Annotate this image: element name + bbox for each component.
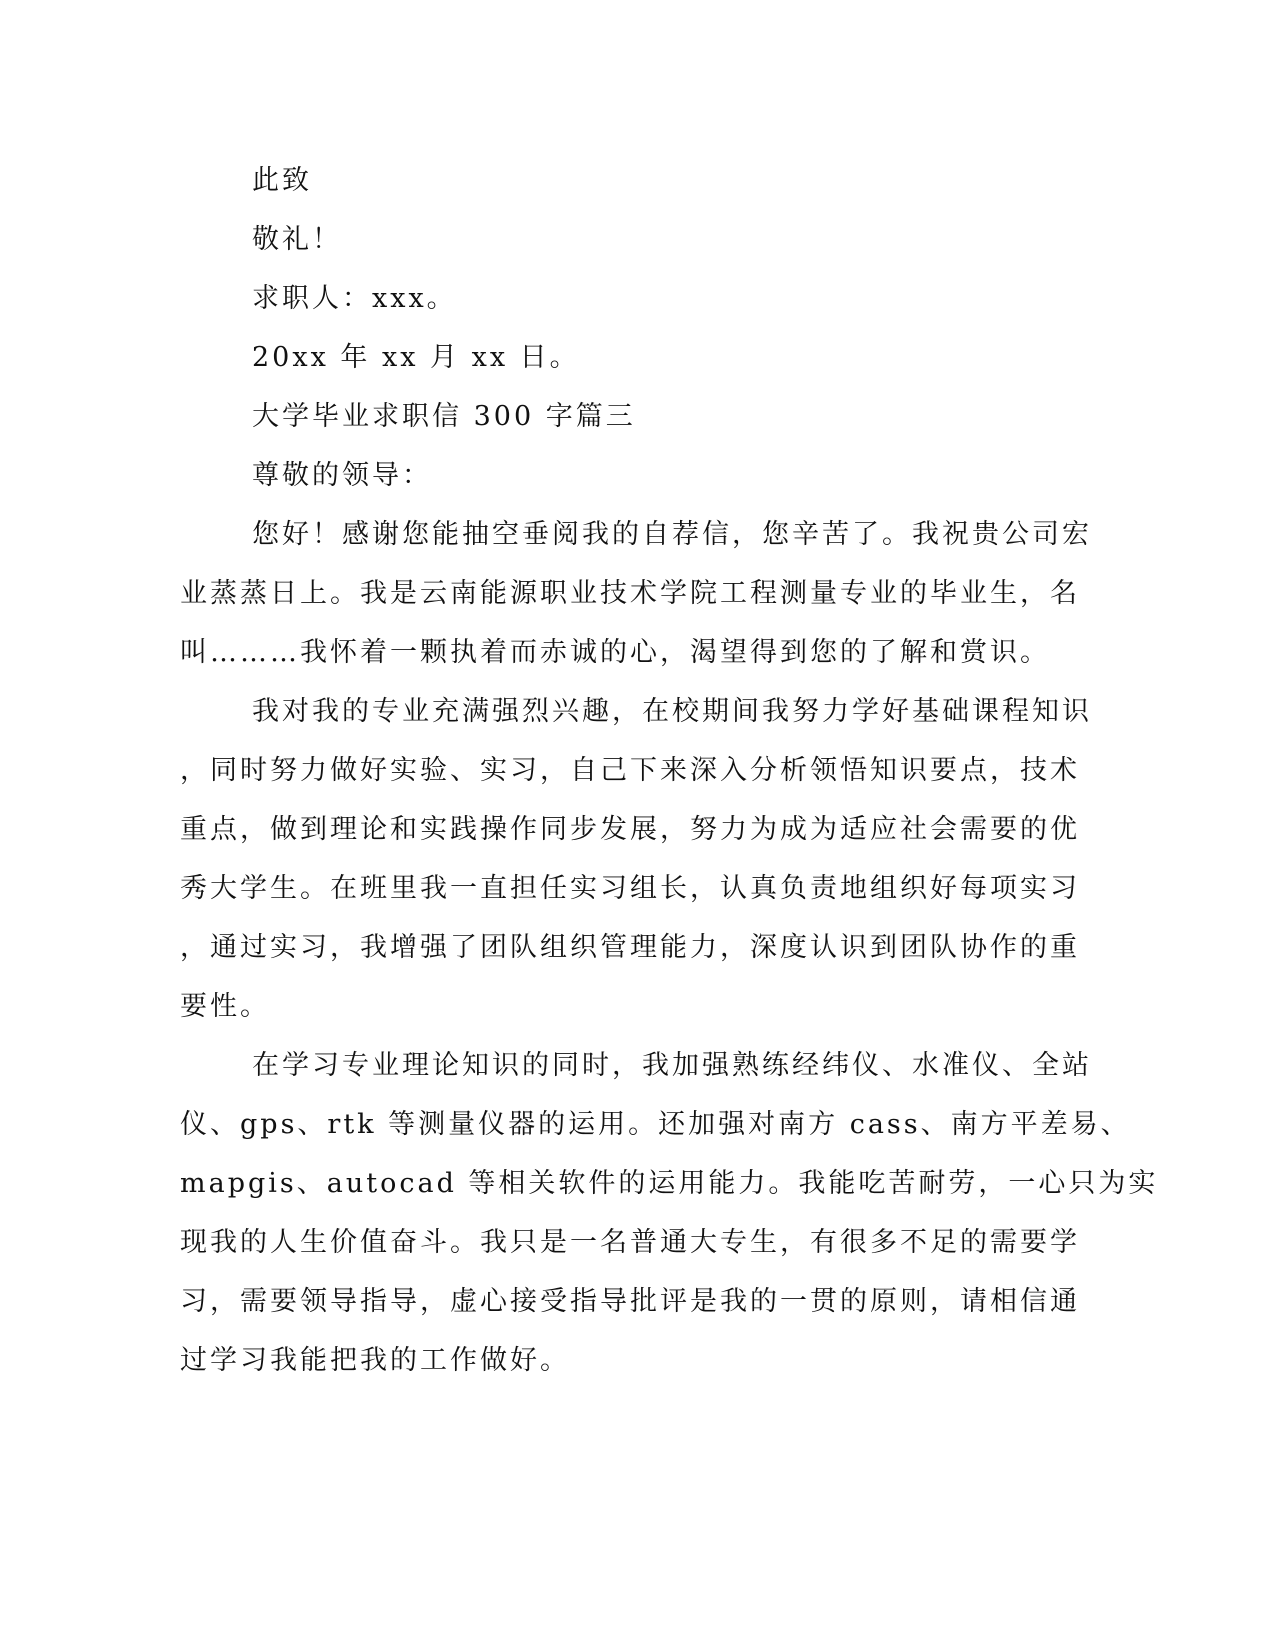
closing-salutation: 此致 [252,165,312,196]
paragraph-line: ，通过实习，我增强了团队组织管理能力，深度认识到团队协作的重 [180,932,1080,963]
paragraph-line: 秀大学生。在班里我一直担任实习组长，认真负责地组织好每项实习 [180,873,1080,904]
paragraph-line: 重点，做到理论和实践操作同步发展，努力为成为适应社会需要的优 [180,814,1080,845]
paragraph-line: 叫………我怀着一颗执着而赤诚的心，渴望得到您的了解和赏识。 [180,637,1050,668]
paragraph-line: 我对我的专业充满强烈兴趣，在校期间我努力学好基础课程知识 [252,696,1092,727]
paragraph-line: 您好！感谢您能抽空垂阅我的自荐信，您辛苦了。我祝贵公司宏 [252,519,1092,550]
paragraph-line: 习，需要领导指导，虚心接受指导批评是我的一贯的原则，请相信通 [180,1286,1080,1317]
paragraph-line: 过学习我能把我的工作做好。 [180,1345,570,1376]
paragraph-line: 在学习专业理论知识的同时，我加强熟练经纬仪、水准仪、全站 [252,1050,1092,1081]
closing-regards: 敬礼！ [252,224,342,255]
paragraph-line: 仪、gps、rtk 等测量仪器的运用。还加强对南方 cass、南方平差易、 [180,1109,1131,1140]
letter-date: 20xx 年 xx 月 xx 日。 [252,342,580,373]
paragraph-line: ，同时努力做好实验、实习，自己下来深入分析领悟知识要点，技术 [180,755,1080,786]
section-title: 大学毕业求职信 300 字篇三 [252,401,636,432]
paragraph-line: 现我的人生价值奋斗。我只是一名普通大专生，有很多不足的需要学 [180,1227,1080,1258]
paragraph-line: 要性。 [180,991,270,1022]
greeting: 尊敬的领导： [252,460,432,491]
paragraph-line: mapgis、autocad 等相关软件的运用能力。我能吃苦耐劳，一心只为实 [180,1168,1159,1199]
applicant-signature: 求职人：xxx。 [252,283,457,314]
paragraph-line: 业蒸蒸日上。我是云南能源职业技术学院工程测量专业的毕业生，名 [180,578,1080,609]
